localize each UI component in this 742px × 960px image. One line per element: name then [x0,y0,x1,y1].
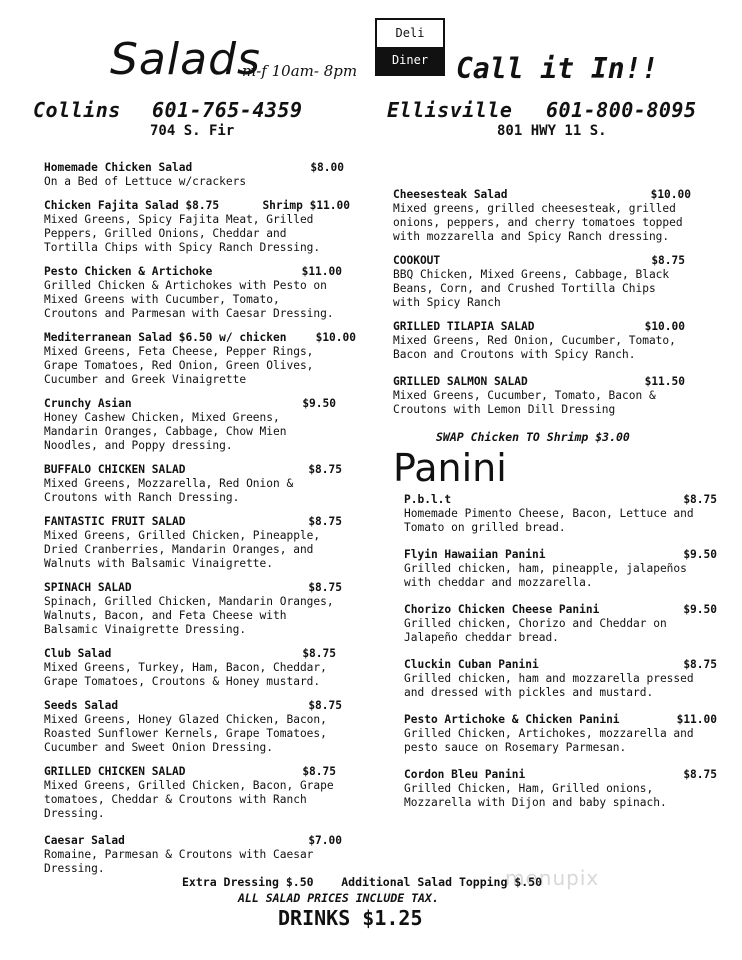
menu-item [44,647,336,689]
menu-item [44,161,344,189]
hours-text: m-f 10am- 8pm [242,62,358,80]
item-name: Chicken Fajita Salad $8.75 [44,199,220,212]
item-description: Grilled Chicken, Ham, Grilled onions, Mozzarella with Dijon and baby spinach. [404,782,667,809]
item-description: Mixed Greens, Grilled Chicken, Bacon, Grape tomatoes, Cheddar & Croutons with Ranch Dressing. [44,779,334,820]
location-collins-address: 704 S. Fir [150,123,235,139]
item-price: $10.00 [650,188,691,201]
item-description: Mixed Greens, Grilled Chicken, Pineapple, Dried Cranberries, Mandarin Oranges, and Walnuts with Balsamic Vinaigrette. [44,529,321,570]
item-name: Mediterranean Salad $6.50 w/ chicken [44,331,287,344]
item-description: Mixed greens, grilled cheesesteak, grilled onions, peppers, and cherry tomatoes topped with mozzarella and Spicy Ranch dressing. [393,202,683,243]
item-name: Cordon Bleu Panini [404,768,526,781]
tax-note: ALL SALAD PRICES INCLUDE TAX. [238,891,439,905]
item-price: $8.75 [302,765,336,778]
item-price: $10.00 [315,331,356,344]
location-ellisville-address: 801 HWY 11 S. [497,123,607,139]
item-description: Grilled chicken, Chorizo and Cheddar on Jalapeño cheddar bread. [404,617,667,644]
item-name: Seeds Salad [44,699,119,712]
location-collins-phone: 601-765-4359 [152,98,303,122]
item-name: FANTASTIC FRUIT SALAD [44,515,186,528]
logo-bottom-text: Diner [377,47,443,74]
item-name: Pesto Artichoke & Chicken Panini [404,713,620,726]
menu-item [393,254,685,310]
item-name: Cheesesteak Salad [393,188,508,201]
watermark: menupix [505,866,600,890]
item-price: $8.75 [308,581,342,594]
menu-item [44,331,356,387]
item-name: Pesto Chicken & Artichoke [44,265,213,278]
menu-item [393,375,685,417]
item-description: Mixed Greens, Mozzarella, Red Onion & Croutons with Ranch Dressing. [44,477,294,504]
item-name: SPINACH SALAD [44,581,132,594]
menu-item [44,397,336,453]
location-ellisville-phone: 601-800-8095 [546,98,697,122]
item-description: Mixed Greens, Honey Glazed Chicken, Bacon, Roasted Sunflower Kernels, Grape Tomatoes, Cucumber and Sweet Onion Dressing. [44,713,327,754]
location-collins-name: Collins [33,98,121,122]
menu-item [393,188,691,244]
item-description: Homemade Pimento Cheese, Bacon, Lettuce and Tomato on grilled bread. [404,507,694,534]
item-name: Caesar Salad [44,834,125,847]
extras-note: Extra Dressing $.50 Additional Salad Topping $.50 [182,875,543,889]
item-price: $8.75 [683,658,717,671]
menu-item [44,834,342,876]
menu-item [404,603,717,645]
menu-item [44,699,342,755]
item-name: Cluckin Cuban Panini [404,658,539,671]
item-name: GRILLED TILAPIA SALAD [393,320,535,333]
item-price: $9.50 [683,603,717,616]
item-description: Grilled chicken, ham, pineapple, jalapeños with cheddar and mozzarella. [404,562,687,589]
menu-item [404,493,717,535]
menu-item [44,765,336,821]
item-description: Romaine, Parmesan & Croutons with Caesar Dressing. [44,848,314,875]
item-description: Mixed Greens, Turkey, Ham, Bacon, Cheddar, Grape Tomatoes, Croutons & Honey mustard. [44,661,327,688]
item-description: Mixed Greens, Cucumber, Tomato, Bacon & Croutons with Lemon Dill Dressing [393,389,656,416]
menu-item [44,199,350,255]
item-price: $9.50 [302,397,336,410]
item-name: Club Salad [44,647,112,660]
item-name: Homemade Chicken Salad [44,161,193,174]
menu-item [404,713,717,755]
item-description: BBQ Chicken, Mixed Greens, Cabbage, Black Beans, Corn, and Crushed Tortilla Chips with Spicy Ranch [393,268,670,309]
item-price: $11.50 [644,375,685,388]
swap-note: SWAP Chicken TO Shrimp $3.00 [436,430,630,444]
call-it-in-heading: Call it In!! [456,52,659,85]
item-description: Grilled Chicken, Artichokes, mozzarella and pesto sauce on Rosemary Parmesan. [404,727,694,754]
item-name: BUFFALO CHICKEN SALAD [44,463,186,476]
item-description: Mixed Greens, Red Onion, Cucumber, Tomato, Bacon and Croutons with Spicy Ranch. [393,334,676,361]
menu-item [404,768,717,810]
drinks-price: DRINKS $1.25 [278,906,423,930]
item-description: Grilled chicken, ham and mozzarella pressed and dressed with pickles and mustard. [404,672,694,699]
item-name: Chorizo Chicken Cheese Panini [404,603,600,616]
panini-section-title: Panini [393,446,507,490]
item-name: GRILLED SALMON SALAD [393,375,528,388]
item-description: Honey Cashew Chicken, Mixed Greens, Mandarin Oranges, Cabbage, Chow Mien Noodles, and Poppy dressing. [44,411,287,452]
item-price: $8.75 [308,699,342,712]
item-name: COOKOUT [393,254,441,267]
menu-item [393,320,685,362]
menu-item [44,581,342,637]
item-price: $8.75 [302,647,336,660]
item-description: Mixed Greens, Feta Cheese, Pepper Rings, Grape Tomatoes, Red Onion, Green Olives, Cucumber and Greek Vinaigrette [44,345,314,386]
item-name: P.b.l.t [404,493,452,506]
item-price: $9.50 [683,548,717,561]
menu-item [44,515,342,571]
page-title: Salads [110,34,261,85]
location-ellisville-name: Ellisville [387,98,513,122]
menu-item [404,658,717,700]
item-price: $11.00 [676,713,717,726]
item-price: $10.00 [644,320,685,333]
logo-top-text: Deli [395,26,425,40]
menu-item [404,548,717,590]
item-price: $8.00 [310,161,344,174]
item-name: GRILLED CHICKEN SALAD [44,765,186,778]
item-price: $8.75 [308,515,342,528]
item-name: Flyin Hawaiian Panini [404,548,546,561]
item-price: $8.75 [683,768,717,781]
item-price: $7.00 [308,834,342,847]
item-price: $8.75 [308,463,342,476]
item-description: Grilled Chicken & Artichokes with Pesto on Mixed Greens with Cucumber, Tomato, Croutons and Parmesan with Caesar Dressing. [44,279,334,320]
item-name: Crunchy Asian [44,397,132,410]
deli-diner-logo [375,18,445,76]
item-price: $8.75 [683,493,717,506]
item-description: Mixed Greens, Spicy Fajita Meat, Grilled Peppers, Grilled Onions, Cheddar and Tortilla Chips with Spicy Ranch Dressing. [44,213,321,254]
item-price: $11.00 [301,265,342,278]
menu-item [44,463,342,505]
item-price: Shrimp $11.00 [262,199,350,212]
item-description: On a Bed of Lettuce w/crackers [44,175,247,188]
item-description: Spinach, Grilled Chicken, Mandarin Oranges, Walnuts, Bacon, and Feta Cheese with Balsamic Vinaigrette Dressing. [44,595,334,636]
item-price: $8.75 [651,254,685,267]
menu-item [44,265,342,321]
